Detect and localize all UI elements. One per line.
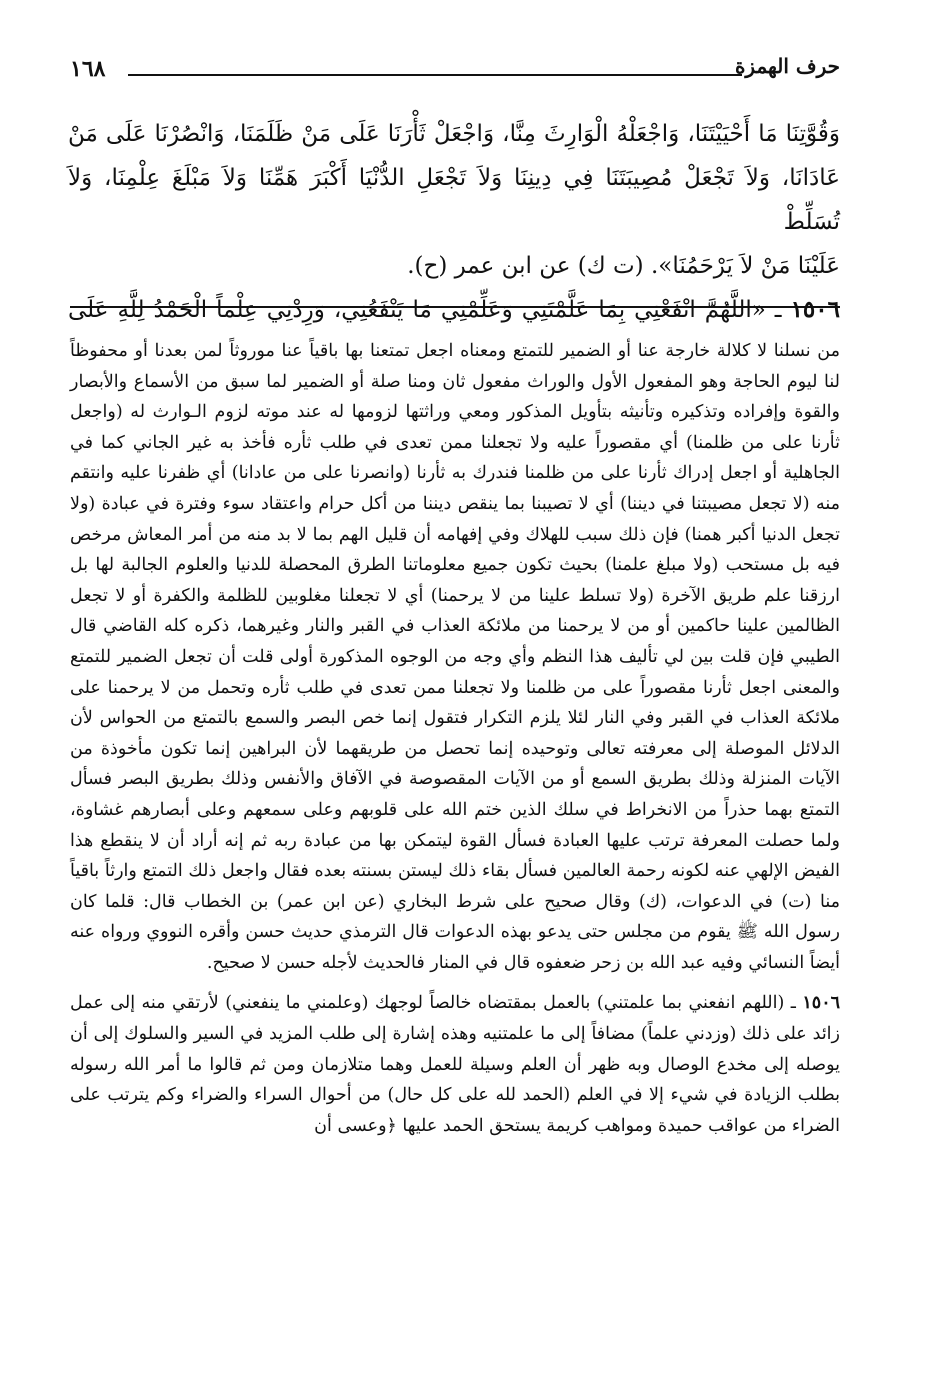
page-header <box>70 54 840 94</box>
hadith-line: عَلَيْنَا مَنْ لاَ يَرْحَمُنَا». (ت ك) عن ابن عمر (ح). <box>407 253 840 279</box>
commentary-separator <box>70 306 840 308</box>
hadith-next-text: ـ «اللَّهُمَّ انْفَعْنِي بِمَا عَلَّمْتَنِي وَعَلِّمْنِي مَا يَنْفَعُنِي، وَزِدْنِي عِلْماً الْحَمْدُ لِلَّهِ عَلَى <box>68 297 782 323</box>
hadith-next-line <box>68 288 840 332</box>
commentary-paragraph-text: ـ (اللهم انفعني بما علمتني) بالعمل بمقتضاه خالصاً لوجهك (وعلمني ما ينفعني) لأرتقي منه إلى عمل زائد على ذلك (وزدني علماً) مضافاً إلى ما علمتنيه وهذه إشارة إلى طلب المزيد في السير والسلوك إلى أن يوصله إلى مخدع الوصال وبه ظهر أن العلم وسيلة للعمل وهما متلازمان ومن ثم قالوا ما أمر الله رسوله بطلب الزيادة في شيء إلا في العلم (الحمد لله على كل حال) من أحوال السراء والضراء وكم يترتب على الضراء من عواقب حميدة ومواهب كريمة يستحق الحمد عليها ﴿وعسى أن <box>70 993 840 1136</box>
hadith-line: عَادَانَا، وَلاَ تَجْعَلْ مُصِيبَتَنَا فِي دِينِنَا وَلاَ تَجْعَلِ الدُّنْيَا أَكْبَرَ هَمِّنَا وَلاَ مَبْلَغَ عِلْمِنَا، وَلاَ تُسَلِّطْ <box>68 165 840 235</box>
header-rule <box>128 74 742 76</box>
running-title: حرف الهمزة <box>734 54 840 78</box>
commentary-hadith-number: ١٥٠٦ <box>802 993 840 1014</box>
commentary-paragraph <box>70 988 840 1141</box>
commentary-paragraph: من نسلنا لا كلالة خارجة عنا أو الضمير للتمتع ومعناه اجعل تمتعنا بها باقياً عنا موروثاً لمن بعدنا أو محفوظاً لنا ليوم الحاجة وهو المفعول الأول والوراث مفعول ثان ومنا صلة أو الضمير لما سبق من الأسماع والأبصار والقوة وإفراده وتذكيره وتأنيثه بتأويل المذكور ومعي وراثتها لزومها له عند موته لزوم الـوارث له (واجعل ثأرنا على من ظلمنا) أي مقصوراً عليه ولا تجعلنا ممن تعدى في طلب ثأره فأخذ به غير الجاني كما في الجاهلية أو اجعل إدراك ثأرنا على من ظلمنا فندرك به ثأرنا (وانصرنا على من عادانا) أي ظفرنا عليه وانتقم منه (لا تجعل مصيبتنا في ديننا) أي لا تصيبنا بما ينقص ديننا من أكل حرام واعتقاد سوء وفترة في عبادة (ولا تجعل الدنيا أكبر همنا) فإن ذلك سبب للهلاك وفي إفهامه أن قليل الهم بما لا بد منه من أمر المعاش مرخص فيه بل مستحب (ولا مبلغ علمنا) بحيث تكون جميع معلوماتنا الطرق المحصلة للدنيا والعلوم الجالبة لها بل ارزقنا علم طريق الآخرة (ولا تسلط علينا من لا يرحمنا) أي لا تجعلنا مغلوبين للظلمة والكفرة أو لا تجعل الظالمين علينا حاكمين أو من لا يرحمنا من ملائكة العذاب في القبر والنار وغيرهما، ذكره كله القاضي قال الطيبي فإن قلت بين لي تأليف هذا النظم وأي وجه من الوجوه المذكورة أولى قلت أن تجعل الضمير للتمتع والمعنى اجعل ثأرنا مقصوراً على من ظلمنا ولا تجعلنا ممن تعدى في طلب ثأره وتحمل من لا يرحمنا على ملائكة العذاب في القبر وفي النار لئلا يلزم التكرار فتقول إنما خص البصر والسمع بالتمتع من الحواس لأن الدلائل الموصلة إلى معرفته تعالى وتوحيده إنما تحصل من طريقهما لأن البراهين إنما تكون مأخوذة من الآيات المنزلة وذلك بطريق السمع أو من الآيات المقصوصة في الآفاق والأنفس وذلك بطريق البصر فسأل التمتع بهما حذراً من الانخراط في سلك الذين ختم الله على قلوبهم وعلى سمعهم وعلى أبصارهم غشاوة، ولما حصلت المعرفة ترتب عليها العبادة فسأل القوة ليتمكن بها من عبادة ربه ثم إنه أراد أن لا ينقطع هذا الفيض الإلهي عنه لكونه رحمة العالمين فسأل بقاء ذلك ليستن بسنته بعده فقال واجعل ذلك التمتع وارثاً باقياً منا (ت) في الدعوات، (ك) وقال صحيح على شرط البخاري (عن ابن عمر) بن الخطاب قال: قلما كان رسول الله ﷺ يقوم من مجلس حتى يدعو بهذه الدعوات قال الترمذي حديث حسن وأقره النووي ورواه عنه أيضاً النسائي وفيه عبد الله بن زحر ضعفوه قال في المنار فالحديث لأجله حسن لا صحيح. <box>70 341 840 973</box>
hadith-text <box>68 112 840 332</box>
commentary <box>70 336 840 1141</box>
hadith-number: ١٥٠٦ <box>790 296 840 323</box>
page-number: ١٦٨ <box>70 56 106 82</box>
hadith-line: وَقُوَّتِنَا مَا أَحْيَيْتَنَا، وَاجْعَلْهُ الْوَارِثَ مِنَّا، وَاجْعَلْ ثَأْرَنَا عَلَى مَنْ ظَلَمَنَا، وَانْصُرْنَا عَلَى مَنْ <box>68 121 840 147</box>
